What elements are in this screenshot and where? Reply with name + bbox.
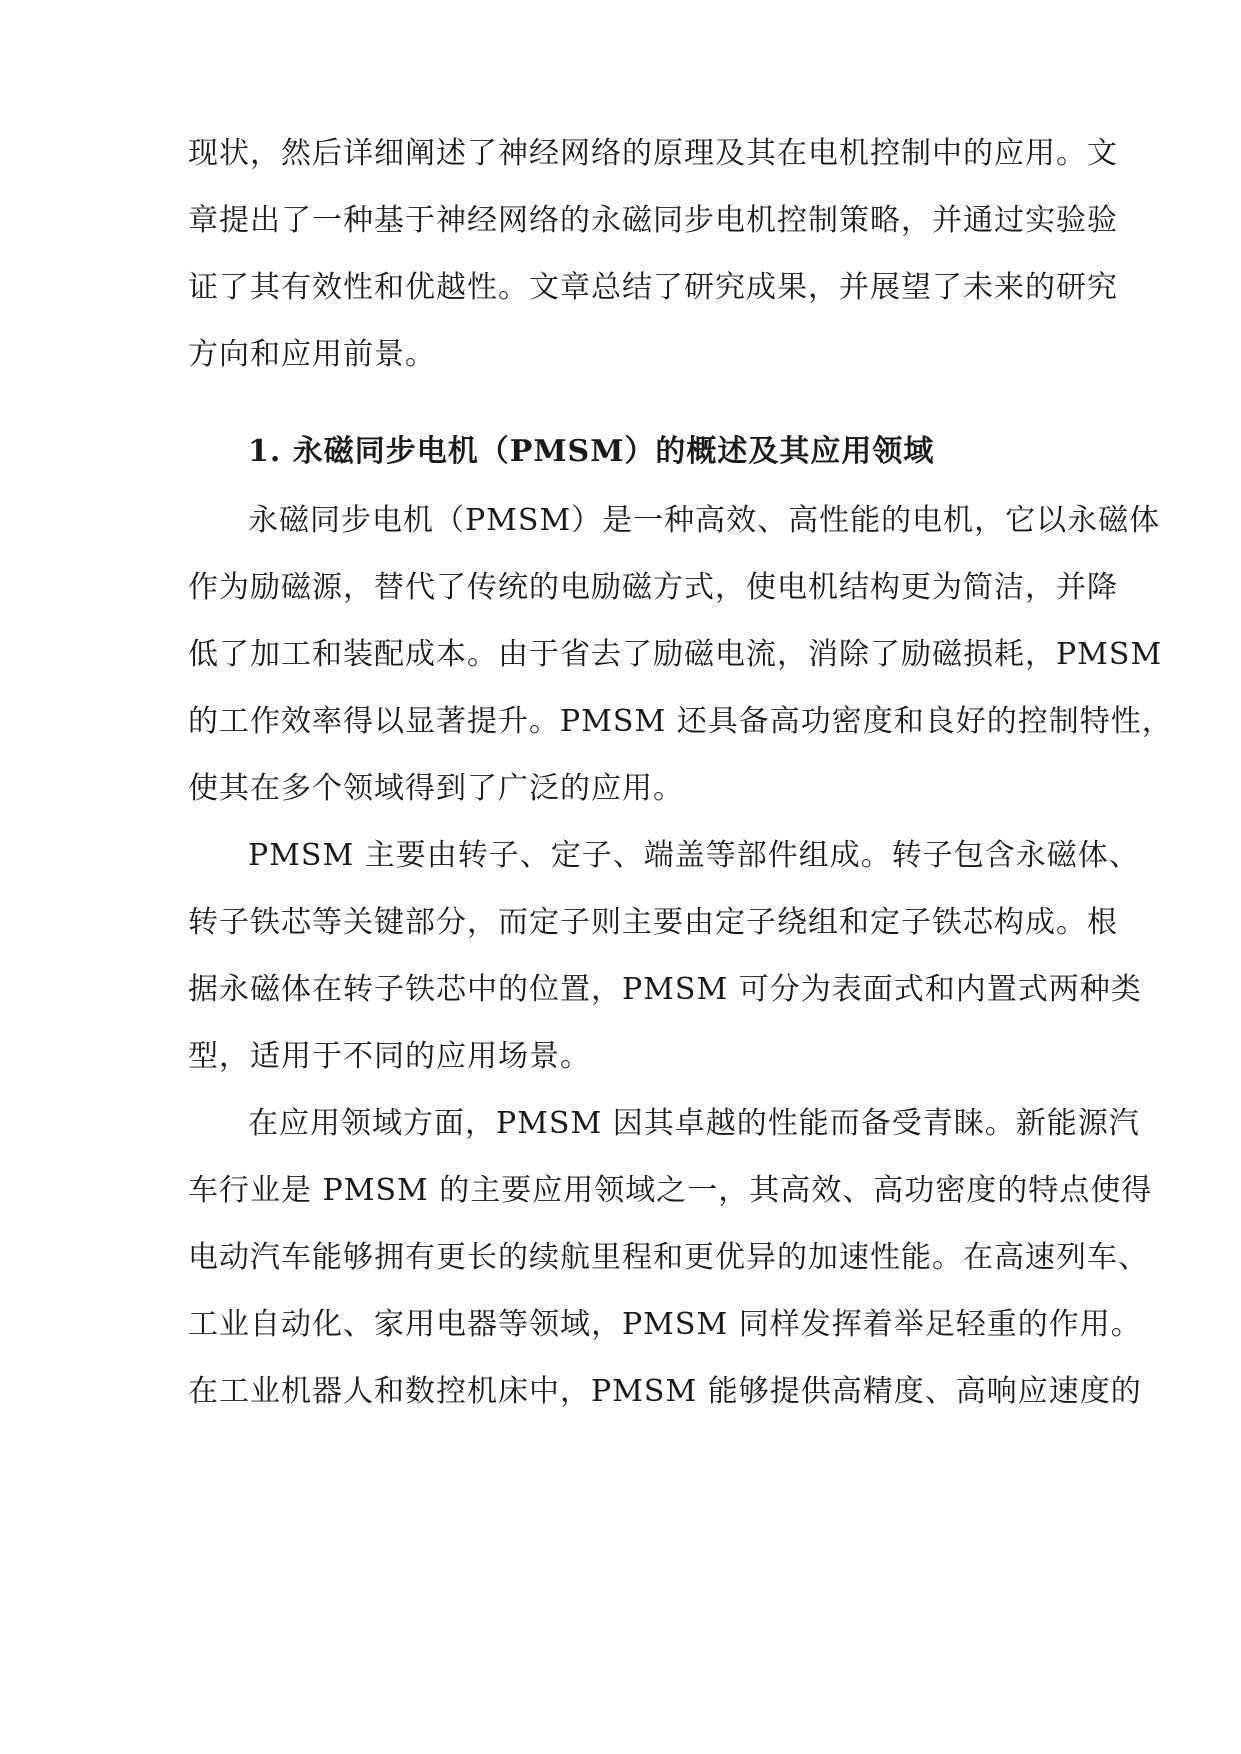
section-heading: 1. 永磁同步电机（PMSM）的概述及其应用领域 (248, 434, 935, 469)
paragraph-line: 车行业是 PMSM 的主要应用领域之一，其高效、高功密度的特点使得 (188, 1173, 1153, 1208)
paragraph-line: 在应用领域方面，PMSM 因其卓越的性能而备受青睐。新能源汽 (248, 1106, 1140, 1141)
paragraph-line: PMSM 主要由转子、定子、端盖等部件组成。转子包含永磁体、 (248, 838, 1140, 873)
paragraph-line: 现状，然后详细阐述了神经网络的原理及其在电机控制中的应用。文 (188, 136, 1118, 171)
paragraph-line: 转子铁芯等关键部分，而定子则主要由定子绕组和定子铁芯构成。根 (188, 905, 1118, 940)
paragraph-line: 使其在多个领域得到了广泛的应用。 (188, 771, 684, 806)
paragraph-line: 方向和应用前景。 (188, 337, 436, 372)
paragraph-line: 电动汽车能够拥有更长的续航里程和更优异的加速性能。在高速列车、 (188, 1240, 1149, 1275)
paragraph-line: 的工作效率得以显著提升。PMSM 还具备高功密度和良好的控制特性， (188, 704, 1173, 739)
paragraph-line: 据永磁体在转子铁芯中的位置，PMSM 可分为表面式和内置式两种类 (188, 972, 1142, 1007)
paragraph-line: 在工业机器人和数控机床中，PMSM 能够提供高精度、高响应速度的 (188, 1374, 1142, 1409)
paragraph-line: 工业自动化、家用电器等领域，PMSM 同样发挥着举足轻重的作用。 (188, 1307, 1142, 1342)
paragraph-line: 作为励磁源，替代了传统的电励磁方式，使电机结构更为简洁，并降 (188, 570, 1118, 605)
paragraph-line: 型，适用于不同的应用场景。 (188, 1039, 591, 1074)
paragraph-line: 永磁同步电机（PMSM）是一种高效、高性能的电机，它以永磁体 (248, 503, 1161, 538)
paragraph-line: 章提出了一种基于神经网络的永磁同步电机控制策略，并通过实验验 (188, 203, 1118, 238)
paragraph-line: 低了加工和装配成本。由于省去了励磁电流，消除了励磁损耗，PMSM (188, 637, 1163, 672)
paragraph-line: 证了其有效性和优越性。文章总结了研究成果，并展望了未来的研究 (188, 270, 1118, 305)
